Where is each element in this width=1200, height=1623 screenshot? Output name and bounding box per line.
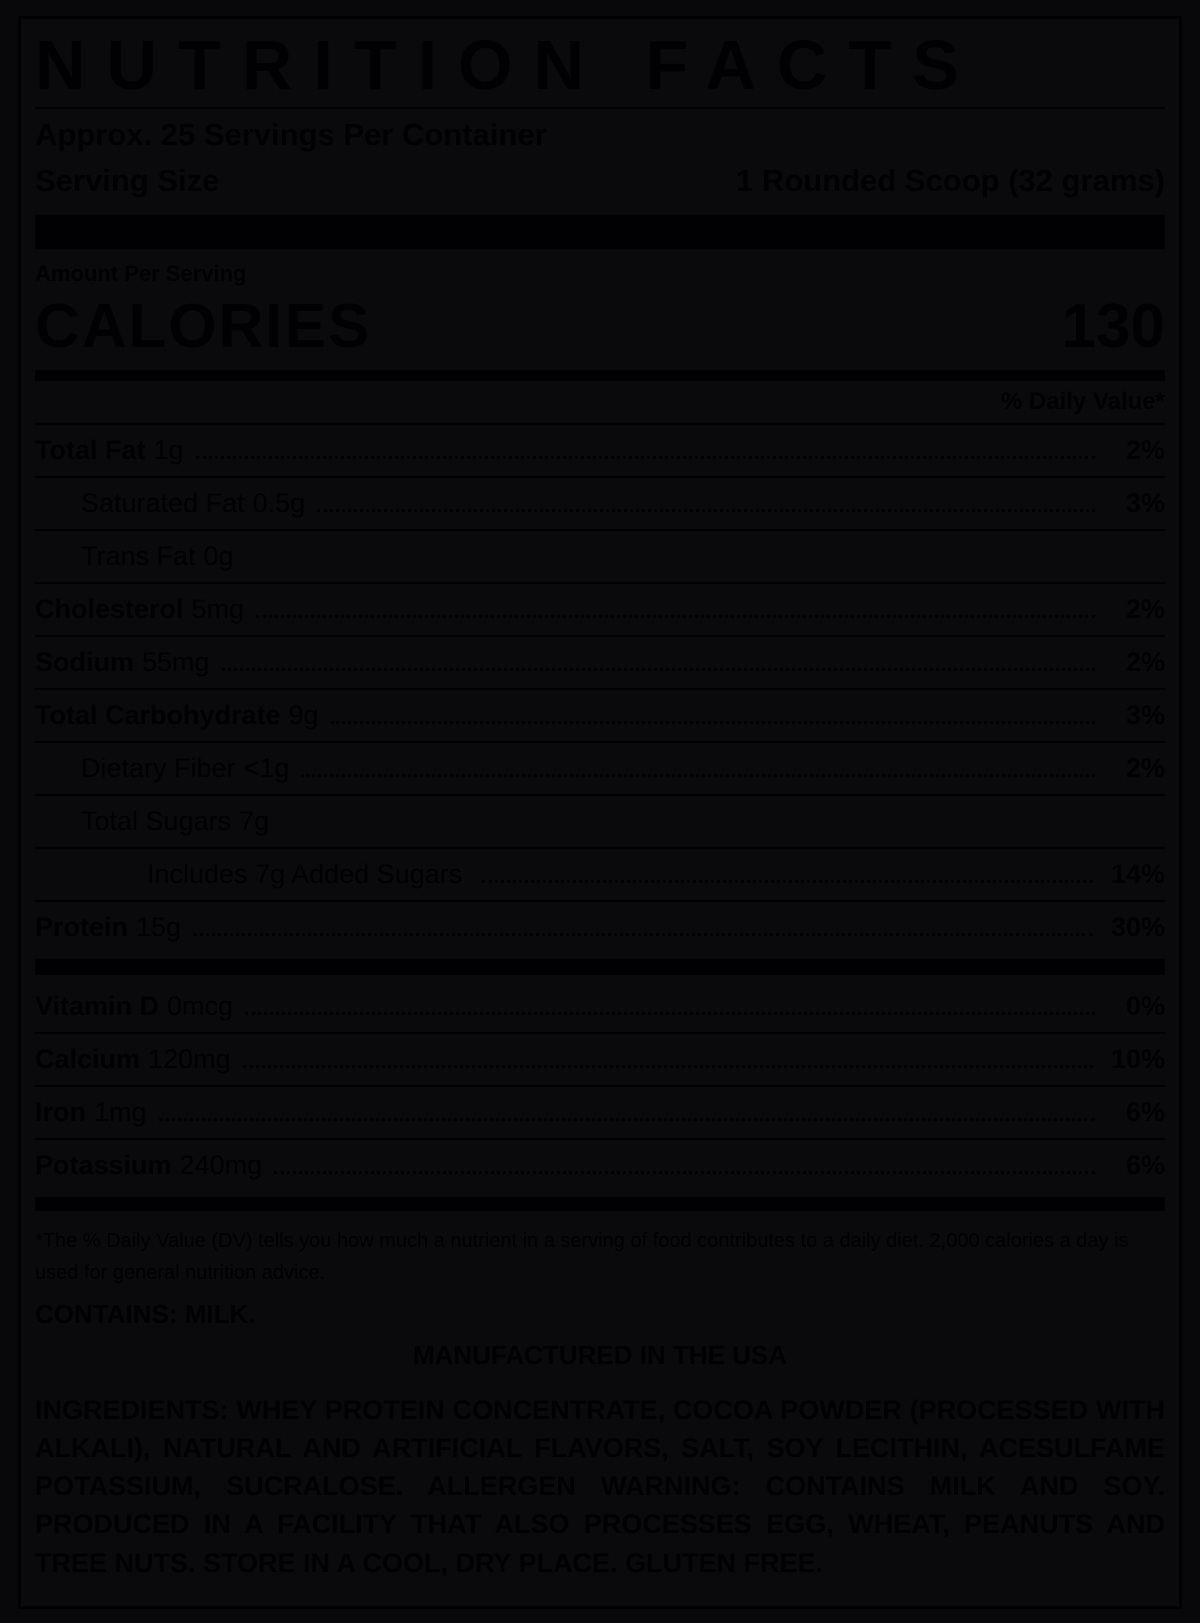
nutrient-name: Total Carbohydrate	[35, 699, 281, 730]
micronutrient-row-potassium	[35, 1138, 1165, 1191]
micronutrient-name: Calcium	[35, 1043, 141, 1074]
nutrient-amount: 0g	[203, 540, 234, 571]
nutrient-amount: 9g	[288, 699, 319, 730]
dotted-leader	[193, 933, 1093, 936]
micronutrient-dv: 6%	[1125, 1096, 1165, 1127]
nutrient-row-cholesterol	[35, 582, 1165, 635]
nutrient-dv: 14%	[1110, 858, 1165, 889]
micronutrient-amount: 240mg	[179, 1149, 263, 1180]
dotted-leader	[274, 1171, 1095, 1174]
nutrition-facts-title: NUTRITION FACTS	[35, 26, 980, 104]
servings-per-container: Approx. 25 Servings Per Container	[35, 116, 547, 152]
serving-size-row	[35, 155, 1165, 209]
amount-per-serving: Amount Per Serving	[35, 260, 247, 286]
nutrient-row-dietary-fiber	[35, 741, 1165, 794]
nutrient-amount: 0.5g	[252, 487, 306, 518]
nutrient-name: Protein	[35, 911, 129, 942]
nutrient-dv: 2%	[1125, 646, 1165, 677]
serving-size-label: Serving Size	[35, 162, 220, 198]
dotted-leader	[222, 668, 1095, 671]
micronutrient-dv: 10%	[1110, 1043, 1165, 1074]
micronutrient-dv: 0%	[1125, 990, 1165, 1021]
nutrition-facts-panel	[18, 16, 1182, 1609]
thick-divider-middle	[35, 959, 1165, 975]
dotted-leader	[482, 880, 1093, 883]
micronutrient-row-iron	[35, 1085, 1165, 1138]
micronutrient-name: Vitamin D	[35, 990, 160, 1021]
contains-statement: CONTAINS: MILK.	[35, 1298, 256, 1329]
nutrient-row-sodium	[35, 635, 1165, 688]
micronutrient-amount: 1mg	[94, 1096, 147, 1127]
micronutrient-amount: 0mcg	[167, 990, 234, 1021]
calories-divider	[35, 370, 1165, 381]
thick-divider-bottom	[35, 1197, 1165, 1211]
dotted-leader	[196, 456, 1095, 459]
nutrient-amount: 55mg	[142, 646, 210, 677]
nutrient-name: Total Fat	[35, 434, 146, 465]
dotted-leader	[243, 1065, 1093, 1068]
nutrient-row-added-sugars	[35, 847, 1165, 900]
nutrient-amount: 7g	[239, 805, 270, 836]
dotted-leader	[301, 774, 1095, 777]
nutrient-amount: <1g	[243, 752, 290, 783]
dotted-leader	[317, 509, 1095, 512]
nutrient-name: Includes 7g Added Sugars	[147, 858, 463, 889]
micronutrient-name: Potassium	[35, 1149, 172, 1180]
daily-value-footnote: *The % Daily Value (DV) tells you how much a nutrient in a serving of food contributes to a daily diet. 2,000 calories a day is used for general nutrition advice.	[35, 1229, 1129, 1284]
nutrient-row-total-fat	[35, 423, 1165, 476]
calories-label: CALORIES	[35, 291, 372, 361]
nutrient-amount: 5mg	[191, 593, 245, 624]
nutrient-amount: 1g	[153, 434, 184, 465]
nutrient-dv: 30%	[1110, 911, 1165, 942]
nutrient-name: Total Sugars	[81, 805, 232, 836]
nutrient-dv: 2%	[1125, 434, 1165, 465]
micronutrient-amount: 120mg	[148, 1043, 231, 1074]
dotted-leader	[331, 721, 1095, 724]
nutrient-name: Dietary Fiber	[81, 752, 236, 783]
micronutrient-name: Iron	[35, 1096, 86, 1127]
nutrient-dv: 3%	[1125, 487, 1165, 518]
ingredients-statement: INGREDIENTS: WHEY PROTEIN CONCENTRATE, COCOA POWDER (PROCESSED WITH ALKALI), NATURAL AND ARTIFICIAL FLAVORS, SALT, SOY LECITHIN, ACESULFAME POTASSIUM, SUCRALOSE. ALLERGEN WARNING: CONTAINS MILK AND SOY. PRODUCED IN A FACILITY THAT ALSO PROCESSES EGG, WHEAT, PEANUTS AND TREE NUTS. STORE IN A COOL, DRY PLACE. GLUTEN FREE.	[35, 1394, 1165, 1578]
nutrient-amount: 15g	[136, 911, 182, 942]
nutrient-name: Saturated Fat	[81, 487, 245, 518]
calories-row	[35, 287, 1165, 370]
calories-value: 130	[1061, 291, 1165, 361]
thick-divider-top	[35, 215, 1165, 249]
daily-value-header: % Daily Value*	[1000, 387, 1165, 415]
nutrient-row-total-carbohydrate	[35, 688, 1165, 741]
micronutrient-row-vitamin-d	[35, 981, 1165, 1032]
nutrient-row-total-sugars	[35, 794, 1165, 847]
dotted-leader	[245, 1012, 1095, 1015]
nutrient-dv: 3%	[1125, 699, 1165, 730]
serving-size-value: 1 Rounded Scoop (32 grams)	[736, 162, 1165, 198]
nutrient-row-trans-fat	[35, 529, 1165, 582]
nutrient-name: Trans Fat	[81, 540, 196, 571]
nutrient-name: Cholesterol	[35, 593, 184, 624]
micronutrient-dv: 6%	[1125, 1149, 1165, 1180]
nutrient-row-saturated-fat	[35, 476, 1165, 529]
nutrient-row-protein	[35, 900, 1165, 953]
nutrient-name: Sodium	[35, 646, 134, 677]
dotted-leader	[159, 1118, 1095, 1121]
origin-statement: MANUFACTURED IN THE USA	[412, 1339, 788, 1370]
dotted-leader	[256, 615, 1095, 618]
micronutrient-row-calcium	[35, 1032, 1165, 1085]
nutrient-dv: 2%	[1125, 752, 1165, 783]
nutrient-dv: 2%	[1125, 593, 1165, 624]
